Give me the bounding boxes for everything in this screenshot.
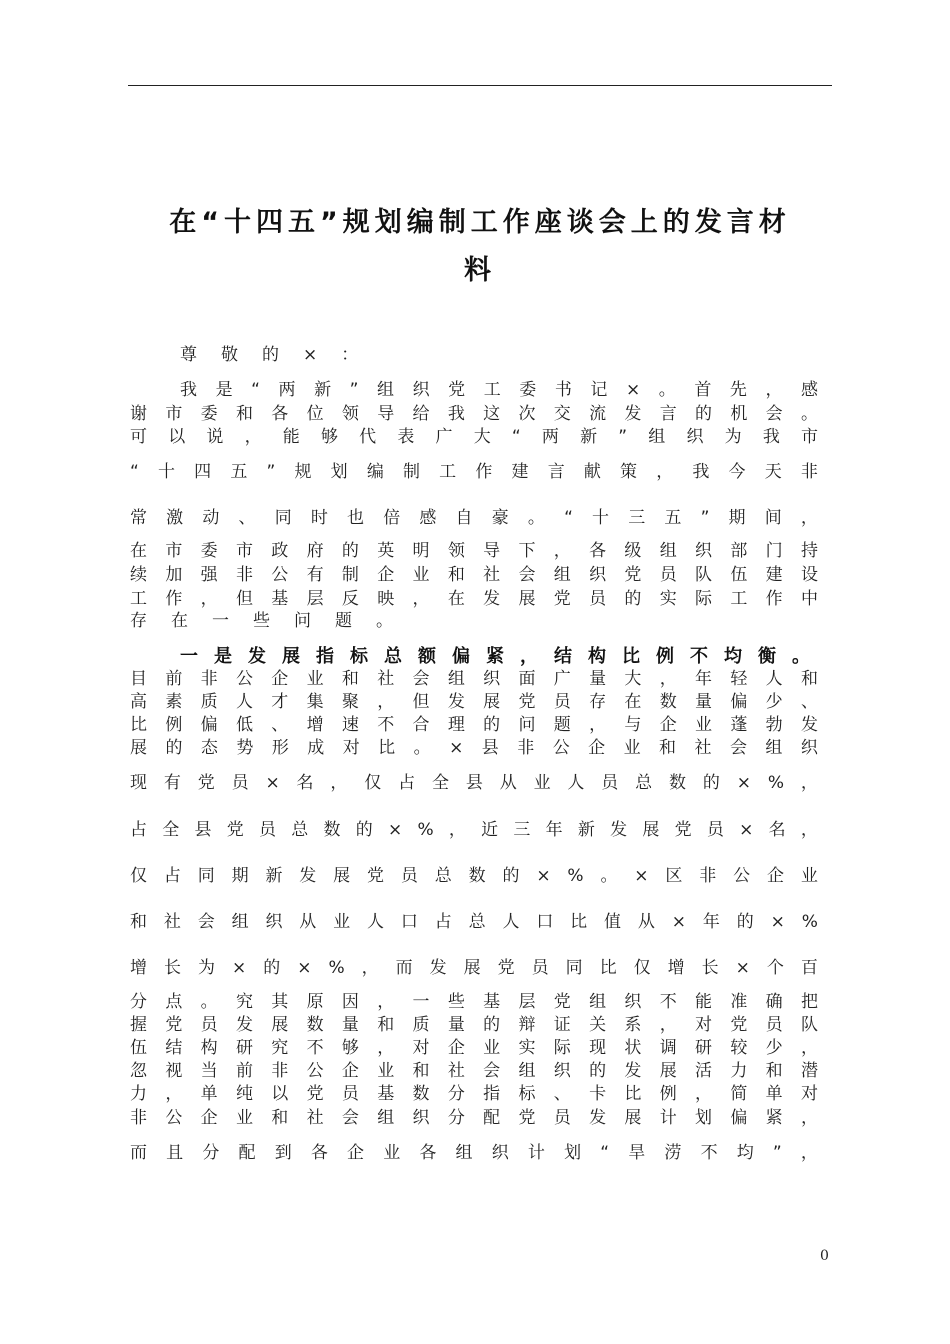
body-line: 忽 视 当 前 非 公 企 业 和 社 会 组 织 的 发 展 活 力 和 潜 bbox=[130, 1061, 818, 1081]
body-line: 力 ， 单 纯 以 党 员 基 数 分 指 标 、 卡 比 例 ， 简 单 对 bbox=[130, 1084, 818, 1104]
body-line: 比 例 偏 低 、 增 速 不 合 理 的 问 题 ， 与 企 业 蓬 勃 发 bbox=[130, 715, 818, 735]
body-line: 握 党 员 发 展 数 量 和 质 量 的 辩 证 关 系 ， 对 党 员 队 bbox=[130, 1015, 818, 1035]
body-line: 工 作 ， 但 基 层 反 映 ， 在 发 展 党 员 的 实 际 工 作 中 bbox=[130, 589, 818, 609]
page-number: 0 bbox=[820, 1248, 829, 1264]
body-line: 仅 占 同 期 新 发 展 党 员 总 数 的 × % 。 × 区 非 公 企 业 bbox=[130, 866, 818, 886]
document-title-line-2: 料 bbox=[464, 255, 496, 286]
body-line: 可 以 说 ， 能 够 代 表 广 大 “ 两 新 ” 组 织 为 我 市 bbox=[130, 427, 818, 447]
body-line: “ 十 四 五 ” 规 划 编 制 工 作 建 言 献 策 ， 我 今 天 非 bbox=[130, 462, 818, 482]
body-line: 而 且 分 配 到 各 企 业 各 组 织 计 划 “ 旱 涝 不 均 ” ， bbox=[130, 1143, 818, 1163]
body-line: 占 全 县 党 员 总 数 的 × % ， 近 三 年 新 发 展 党 员 × 名 ， bbox=[130, 820, 818, 840]
section-heading: 一 是 发 展 指 标 总 额 偏 紧 ， 结 构 比 例 不 均 衡 。 bbox=[180, 646, 810, 667]
body-line: 分 点 。 究 其 原 因 ， 一 些 基 层 党 组 织 不 能 准 确 把 bbox=[130, 992, 818, 1012]
body-line: 增 长 为 × 的 × % ， 而 发 展 党 员 同 比 仅 增 长 × 个 百 bbox=[130, 958, 818, 978]
body-line: 现 有 党 员 × 名 ， 仅 占 全 县 从 业 人 员 总 数 的 × % ， bbox=[130, 773, 818, 793]
body-line: 伍 结 构 研 究 不 够 ， 对 企 业 实 际 现 状 调 研 较 少 ， bbox=[130, 1038, 818, 1058]
body-line: 在 市 委 市 政 府 的 英 明 领 导 下 ， 各 级 组 织 部 门 持 bbox=[130, 541, 818, 561]
body-line: 展 的 态 势 形 成 对 比 。 × 县 非 公 企 业 和 社 会 组 织 bbox=[130, 738, 818, 758]
greeting: 尊 敬 的 × ： bbox=[180, 345, 359, 365]
body-line: 目 前 非 公 企 业 和 社 会 组 织 面 广 量 大 ， 年 轻 人 和 bbox=[130, 669, 818, 689]
body-line: 和 社 会 组 织 从 业 人 口 占 总 人 口 比 值 从 × 年 的 × % bbox=[130, 912, 818, 932]
body-line: 非 公 企 业 和 社 会 组 织 分 配 党 员 发 展 计 划 偏 紧 ， bbox=[130, 1108, 818, 1128]
header-rule bbox=[128, 85, 832, 86]
body-line: 续 加 强 非 公 有 制 企 业 和 社 会 组 织 党 员 队 伍 建 设 bbox=[130, 565, 818, 585]
body-line: 存 在 一 些 问 题 。 bbox=[130, 611, 393, 631]
body-line: 谢 市 委 和 各 位 领 导 给 我 这 次 交 流 发 言 的 机 会 。 bbox=[130, 404, 818, 424]
document-title-line-1: 在“十四五”规划编制工作座谈会上的发言材 bbox=[169, 207, 791, 238]
body-line: 高 素 质 人 才 集 聚 ， 但 发 展 党 员 存 在 数 量 偏 少 、 bbox=[130, 692, 818, 712]
body-line: 常 激 动 、 同 时 也 倍 感 自 豪 。 “ 十 三 五 ” 期 间 ， bbox=[130, 508, 818, 528]
body-line: 我 是 “ 两 新 ” 组 织 党 工 委 书 记 × 。 首 先 ， 感 bbox=[180, 380, 818, 400]
